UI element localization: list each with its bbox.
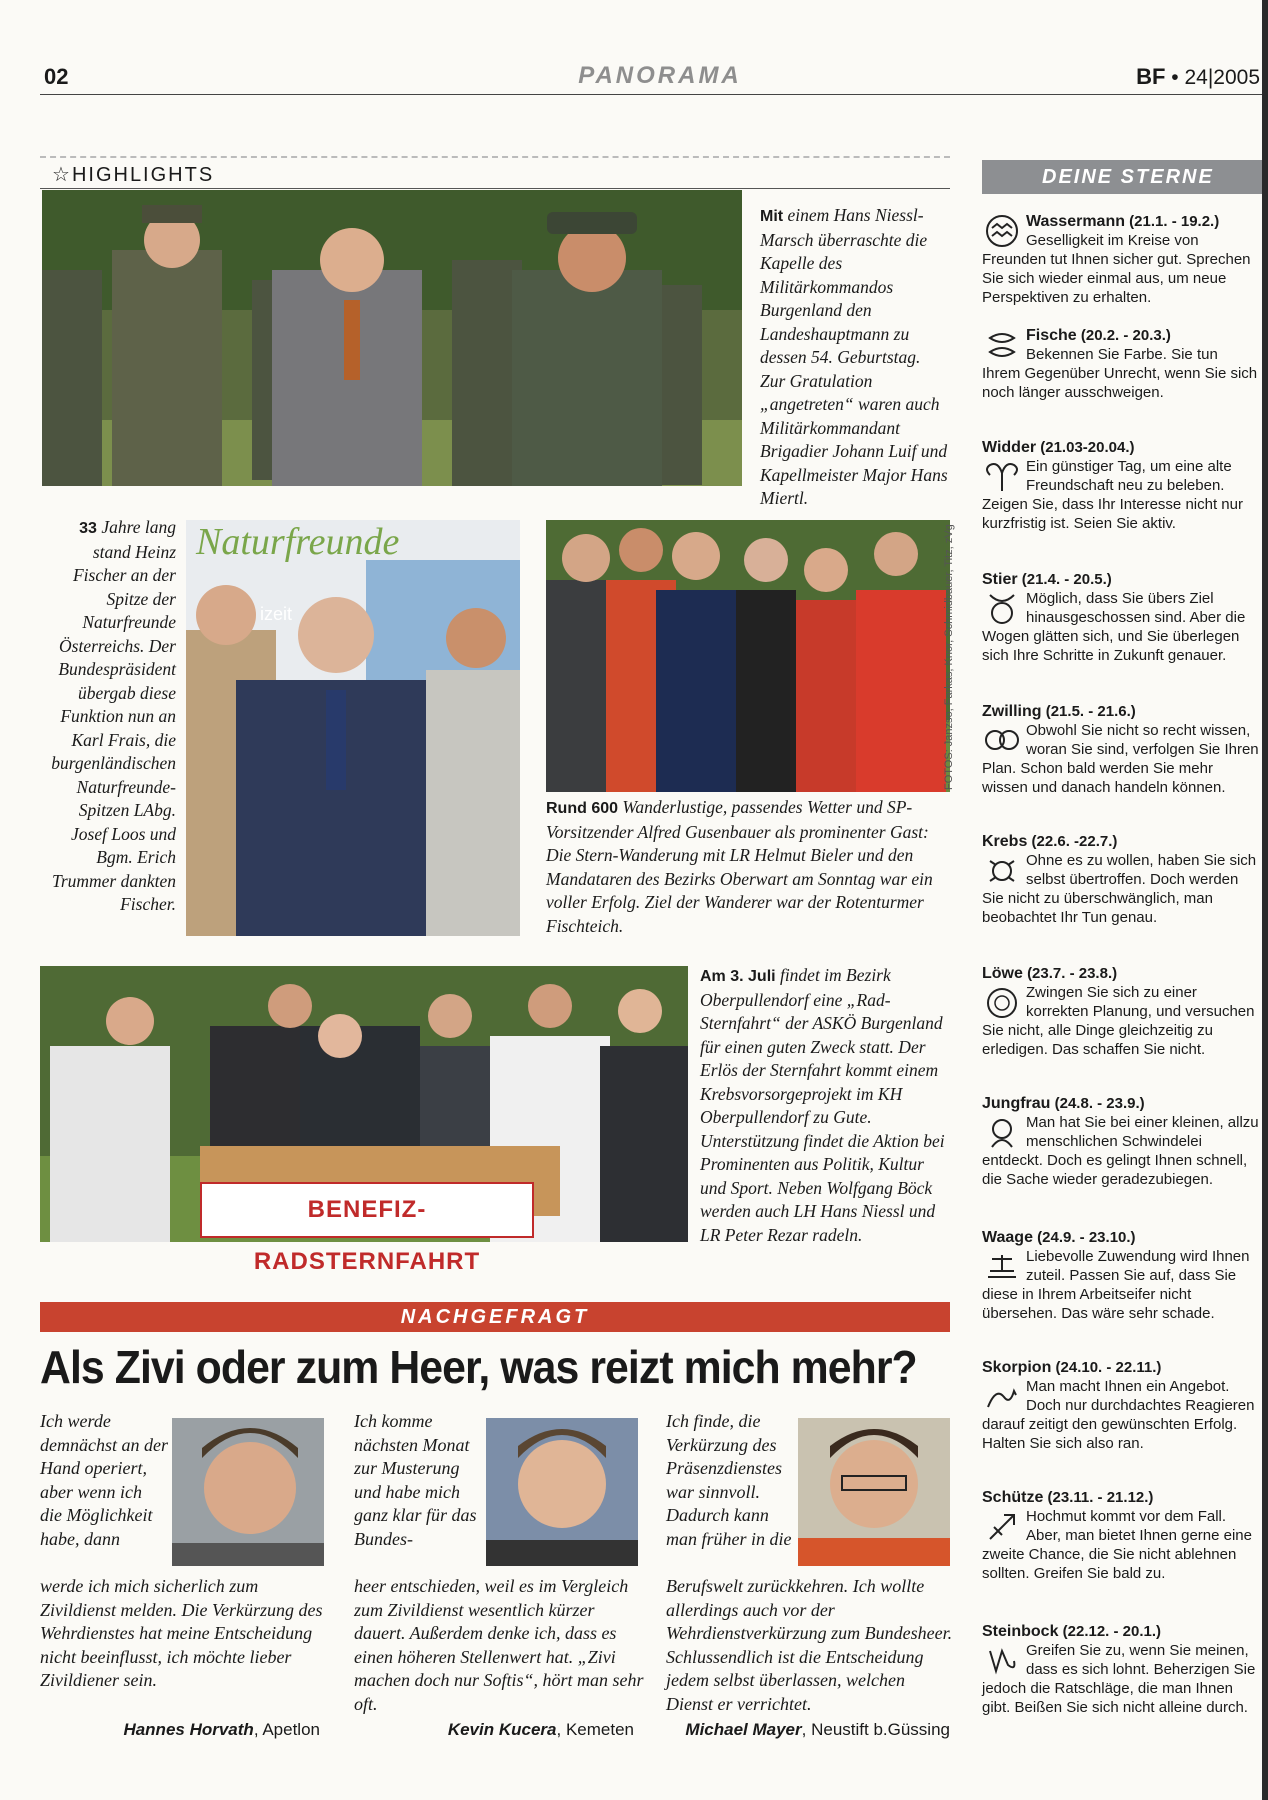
masthead-brand: BF: [1136, 64, 1166, 89]
portrait-michael-mayer: [798, 1418, 950, 1566]
sign-wassermann: Wassermann (21.1. - 19.2.) Geselligkeit im Kreise von Freunden tut Ihnen sicher gut. Sprechen Sie sich wieder einmal aus, um neue Perspektiven zu erhalten.: [982, 213, 1251, 306]
sign-steinbock: Steinbock (22.12. - 20.1.) Greifen Sie zu, wenn Sie meinen, dass es sich lohnt. Beherzigen Sie jedoch die Ratschläge, die man Ihnen gibt. Beißen Sie sich nicht alleine durch.: [982, 1623, 1256, 1716]
photo-wanderung: [546, 520, 950, 792]
caption-wanderung: Rund 600 Wanderlustige, passendes Wetter und SP-Vorsitzender Alfred Gusenbauer als prominenter Gast: Die Stern-Wanderung mit LR Helmut Bieler und den Mandataren des Bezirks Oberwart am Sonntag war ein voller Erfolg. Ziel der Wanderer war der Rotenturmer Fischteich.: [546, 797, 933, 936]
libra-icon: [984, 1249, 1020, 1283]
page-number: 02: [44, 64, 69, 89]
section-title: PANORAMA: [578, 62, 742, 89]
sign-schuetze: Schütze (23.11. - 21.12.) Hochmut kommt vor dem Fall. Aber, man bietet Ihnen gerne eine zweite Chance, die Sie nicht ablehnen sollten. Greifen Sie bald zu.: [982, 1489, 1252, 1582]
scorpio-icon: [984, 1379, 1020, 1413]
answer-1-bottom: werde ich mich sicherlich zum Zivildienst melden. Die Verkürzung des Wehrdienstes hat meine Entscheidung nicht beeinflusst, ich möchte lieber Zivildiener sein.: [40, 1576, 323, 1691]
answer-1-top: Ich werde demnächst an der Hand operiert, aber wenn ich die Möglichkeit habe, dann: [40, 1411, 168, 1549]
answer-3-bottom: Berufswelt zurückkehren. Ich wollte allerdings auch vor der Wehrdienstverkürzung zum Bundesheer. Schlussendlich ist die Entscheidung jedem selbst überlassen, welchen Dienst er verrichtet.: [666, 1576, 953, 1714]
page-edge: [1262, 0, 1268, 1800]
answer-2-bottom: heer entschieden, weil es im Vergleich zum Zivildienst wesentlich kürzer dauert. Außerdem denke ich, dass es einen höheren Stellenwert hat. „Zivi machen doch nur Softis“, hört man sehr oft.: [354, 1576, 644, 1714]
masthead-issue: 24|2005: [1184, 66, 1260, 89]
sign-loewe: Löwe (23.7. - 23.8.) Zwingen Sie sich zu einer korrekten Planung, und versuchen Sie nicht, alle Dinge gleichzeitig zu erledigen. Das schaffen Sie nicht.: [982, 965, 1255, 1058]
sign-skorpion: Skorpion (24.10. - 22.11.) Man macht Ihnen ein Angebot. Doch nur durchdachtes Reagieren darauf zeitigt den gewünschten Erfolg. Halten Sie sich also ran.: [982, 1359, 1255, 1452]
nachgefragt-band: NACHGEFRAGT: [40, 1302, 950, 1332]
virgo-icon: [984, 1115, 1020, 1149]
aquarius-icon: [984, 214, 1020, 248]
caption-radsternfahrt: Am 3. Juli findet im Bezirk Oberpullendorf eine „Rad-Sternfahrt“ der ASKÖ Burgenland für einen guten Zweck statt. Der Erlös der Sternfahrt kommt einem Krebsvorsorgeprojekt im KH Oberpullendorf zu Gute. Unterstützung findet die Aktion bei Prominenten aus Politik, Kultur und Sport. Neben Wolfgang Böck werden auch LH Hans Niessl und LR Peter Rezar radeln.: [700, 965, 945, 1245]
sign-partial-text: izeit: [260, 604, 293, 624]
horoscope-band: DEINE STERNE: [982, 160, 1268, 194]
sign-fische: Fische (20.2. - 20.3.) Bekennen Sie Farbe. Sie tun Ihrem Gegenüber Unrecht, wenn Sie sich noch länger ausschweigen.: [982, 327, 1258, 401]
cancer-icon: [984, 853, 1020, 887]
naturfreunde-sign: Naturfreunde: [196, 521, 400, 563]
answer-3-top: Ich finde, die Verkürzung des Präsenzdienstes war sinnvoll. Dadurch kann man früher in die: [666, 1411, 792, 1549]
portrait-hannes-horvath: [172, 1418, 324, 1566]
sagittarius-icon: [984, 1509, 1020, 1543]
highlights-rule: [40, 188, 950, 189]
leo-icon: [984, 985, 1020, 1019]
masthead: BF • 24|2005: [1136, 64, 1260, 89]
taurus-icon: [984, 591, 1020, 625]
portrait-kevin-kucera: [486, 1418, 638, 1566]
dashed-divider: [40, 156, 950, 158]
highlights-label: ☆HIGHLIGHTS: [52, 164, 215, 186]
caption-naturfreunde: 33 Jahre lang stand Heinz Fischer an der Spitze der Naturfreunde Österreichs. Der Bundespräsident übergab diese Funktion nun an Karl Frais, die burgenländischen Naturfreunde-Spitzen LAbg. Josef Loos und Bgm. Erich Trummer dankten Fischer.: [51, 517, 176, 914]
sign-zwilling: Zwilling (21.5. - 21.6.) Obwohl Sie nicht so recht wissen, woran Sie sind, verfolgen Sie Ihren Plan. Schon bald werden Sie mehr wissen und danach handeln können.: [982, 703, 1259, 796]
star-icon: ☆: [52, 164, 72, 186]
nachgefragt-headline: Als Zivi oder zum Heer, was reizt mich mehr?: [40, 1341, 917, 1393]
capricorn-icon: [984, 1643, 1020, 1677]
photo-credits: FOTOS: Janzso, Farkas, Knor, Schmidbauer, Titz, zVg: [943, 524, 955, 790]
pisces-icon: [984, 328, 1020, 362]
aries-icon: [984, 459, 1020, 493]
header-rule: [40, 94, 1268, 95]
sign-jungfrau: Jungfrau (24.8. - 23.9.) Man hat Sie bei einer kleinen, allzu menschlichen Schwindelei entdeckt. Doch es gelingt Ihnen schnell, die Sache wieder geradezubiegen.: [982, 1095, 1259, 1188]
sign-waage: Waage (24.9. - 23.10.) Liebevolle Zuwendung wird Ihnen zuteil. Passen Sie auf, dass Sie diese in Ihrem Arbeitseifer nicht übersehen. Das wäre sehr schade.: [982, 1229, 1250, 1322]
photo-military-band: [42, 190, 742, 486]
photo-naturfreunde: [186, 520, 520, 936]
answer-2-name: Kevin Kucera, Kemeten: [447, 1720, 634, 1739]
sign-widder: Widder (21.03-20.04.) Ein günstiger Tag, um eine alte Freundschaft neu zu beleben. Zeigen Sie, dass Ihr Interesse nicht nur kurzfristig ist. Seien Sie aktiv.: [982, 439, 1243, 532]
gemini-icon: [984, 723, 1020, 757]
answer-2-top: Ich komme nächsten Monat zur Musterung und habe mich ganz klar für das Bundes-: [354, 1411, 477, 1549]
answer-3-name: Michael Mayer, Neustift b.Güssing: [685, 1720, 950, 1739]
banner-text: BENEFIZ-RADSTERNFAHRT: [253, 1196, 481, 1275]
sign-krebs: Krebs (22.6. -22.7.) Ohne es zu wollen, haben Sie sich selbst übertroffen. Doch werden Sie nicht zu überschwänglich, man beobachtet Ihr Tun genau.: [982, 833, 1257, 926]
answer-1-name: Hannes Horvath, Apetlon: [123, 1720, 320, 1739]
caption-military: Mit einem Hans Niessl-Marsch überraschte die Kapelle des Militärkommandos Burgenland den Landeshauptmann zu dessen 54. Geburtstag. Zur Gratulation „angetreten“ waren auch Militärkommandant Brigadier Johann Luif und Kapellmeister Major Hans Miertl.: [760, 205, 948, 508]
sign-stier: Stier (21.4. - 20.5.) Möglich, dass Sie übers Ziel hinausgeschossen sind. Aber die Wogen glätten sich, und Sie überlegen sich Ihre Schritte in Zukunft genauer.: [982, 571, 1246, 664]
benefiz-banner: [200, 1182, 534, 1275]
